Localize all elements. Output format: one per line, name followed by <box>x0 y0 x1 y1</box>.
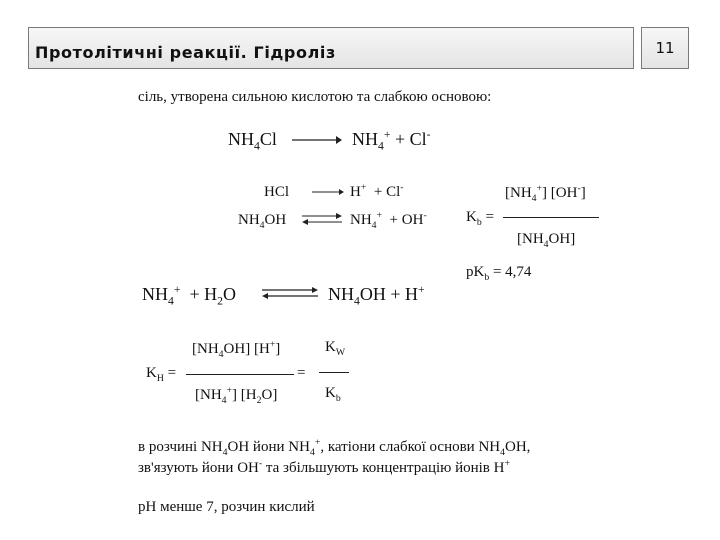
dissociation-arrow <box>292 134 342 146</box>
hydrolysis-products: $NH_4OH + H^+$ <box>328 283 425 308</box>
kb-denominator: $[NH_4OH]$ <box>517 231 576 250</box>
page-number: 11 <box>641 27 689 69</box>
hcl-arrow <box>312 187 344 197</box>
kh-equals-sign: = <box>297 365 306 381</box>
kb-numerator: $[NH_4^+]$ [OH-] <box>505 183 586 204</box>
hcl-formula: HCl <box>264 184 290 200</box>
hcl-products: H+ + Cl- <box>350 182 404 200</box>
hydrolysis-reactants: $NH_4^+ + H_2O$ <box>142 283 236 308</box>
pkb-value: $pK_b = 4,74$ <box>466 264 532 283</box>
explanation-line-2: зв'язують йони OH- та збільшують концентрацію йонів H+ <box>138 458 510 476</box>
base-products: $NH_4^+ + OH^-$ <box>350 210 427 231</box>
base-formula: $NH_4OH$ <box>238 212 287 231</box>
intro-text: сіль, утворена сильною кислотою та слабкою основою: <box>138 89 492 105</box>
title-bar <box>28 27 634 69</box>
kb-fraction-bar <box>503 217 599 218</box>
kw-kb-fraction-bar <box>319 372 349 373</box>
kb-label: $K_b$ = <box>466 209 494 228</box>
dissociation-products: $NH_4^+ + Cl^-$ <box>352 128 431 153</box>
kb-symbol: $K_b$ <box>325 385 341 404</box>
conclusion-text: pH менше 7, розчин кислий <box>138 499 315 515</box>
salt-formula: $NH_4Cl$ <box>228 129 277 153</box>
equilibrium-arrow <box>302 211 342 227</box>
kh-denominator: $[NH_4^+]$ $[H_2O]$ <box>195 385 278 406</box>
kh-numerator: $[NH_4OH]$ [H+] <box>192 339 281 360</box>
kh-fraction-bar <box>186 374 294 375</box>
kh-label: $K_H$ = <box>146 365 177 384</box>
explanation-line-1: в розчині $NH_4OH$ йони $NH_4^+$, катіони слабкої основи $NH_4OH$, <box>138 437 531 458</box>
hydrolysis-equilibrium-arrow <box>262 285 318 301</box>
slide-title: Протолітичні реакції. Гідроліз <box>35 43 336 62</box>
kw-symbol: $K_W$ <box>325 339 346 358</box>
